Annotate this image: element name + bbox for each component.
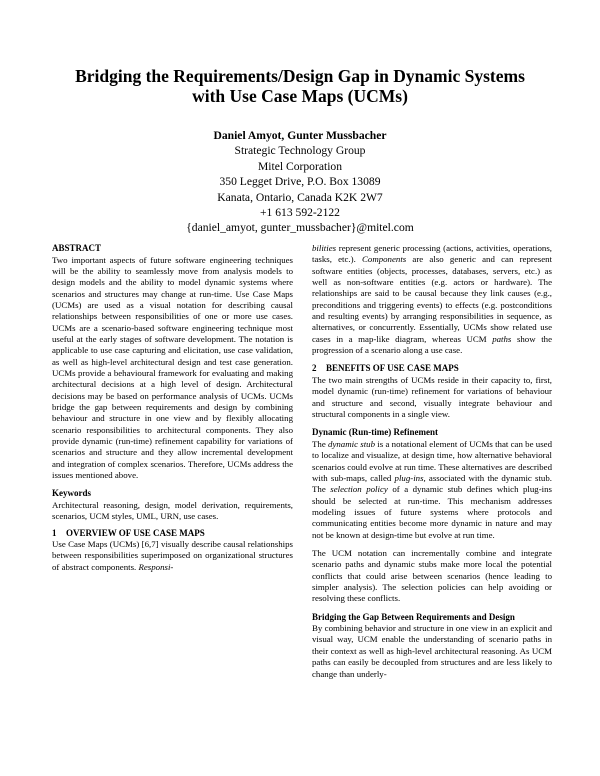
section-2-intro: The two main strengths of UCMs reside in their capacity to, first, model dynamic (run-time) refinement for variations of behaviour and structure and second, visually integrate behaviour and structural components in a single view. [312, 374, 552, 419]
bridging-gap-para: By combining behavior and structure in one view in an explicit and visual way, UCM enable the understanding of scenario paths in their context as well as high-level architectural reasoning. As UCM paths can easily be decoupled from structures and are less likely to change than underly- [312, 623, 552, 679]
abstract-heading: ABSTRACT [52, 243, 102, 253]
author-email: {daniel_amyot, gunter_mussbacher}@mitel.com [186, 221, 414, 235]
term-selection-policy: selection policy [330, 484, 388, 495]
p1-part-d: of a dynamic stub defines which plug-ins should be selected at run-time. This mechanism addresses modeling issues of future systems where protocols and communicating entities become more dynamic in nature and may not be known at design-time but evolve at run time. [312, 484, 552, 540]
section-1-heading [52, 528, 293, 540]
title-line-2: with Use Case Maps (UCMs) [192, 86, 408, 106]
term-dynamic-stub: dynamic stub [328, 438, 376, 449]
title-line-1: Bridging the Requirements/Design Gap in Dynamic Systems [75, 66, 525, 86]
subsection-dynamic-refinement-heading: Dynamic (Run-time) Refinement [312, 427, 438, 438]
abstract-text: Two important aspects of future software engineering techniques will be the ability to seamlessly move from analysis models to design models and the ability to model dynamic systems where scenarios and structures may change at run-time. Use Case Maps (UCMs) are used as a visual notation for describing causal relationships between responsibilities of one or more use cases. UCMs are a scenario-based software engineering technique most useful at the early stages of software development. The notation is applicable to use case capturing and elicitation, use case validation, as well as high-level architectural design and test case generation. UCMs provide a behavioural framework for evaluating and making architectural decisions at a high level of design. Architectural decisions may be based on performance analysis of UCMs. UCMs bridge the gap between requirements and design by combining behaviour and structure in one view and by flexibly allocating scenario responsibilities to architectural components. They also provide dynamic (run-time) refinement capability for variations of scenarios and structure and they allow incremental development and integration of complex scenarios. Therefore, UCMs address the issues mentioned above. [52, 254, 293, 481]
section-1-hyphenated-term: Responsi- [138, 561, 174, 572]
term-components: Components [362, 254, 407, 265]
author-block [100, 128, 500, 236]
section-1-text-right [312, 243, 552, 356]
keywords-text: Architectural reasoning, design, model derivation, requirements, scenarios, UCM styles, UML, URN, use cases. [52, 499, 293, 522]
author-city: Kanata, Ontario, Canada K2K 2W7 [217, 190, 383, 204]
section-1-right-part-a: represent generic processing (actions, activities, operations, tasks, etc.). [312, 243, 552, 265]
author-company: Mitel Corporation [257, 159, 343, 173]
term-plug-ins: plug-ins, [394, 472, 426, 483]
right-column [312, 243, 552, 687]
paper-title [40, 66, 560, 106]
subsection-bridging-gap-heading: Bridging the Gap Between Requirements and Design [312, 611, 515, 622]
section-1-left-body: Use Case Maps (UCMs) [6,7] visually describe causal relationships between responsibilities superimposed on organizational structures of abstract components. [52, 539, 293, 572]
section-2-heading [312, 363, 552, 375]
section-1-right-part-c: show the progression of a scenario along a use case. [312, 333, 552, 356]
section-2-title: BENEFITS OF USE CASE MAPS [326, 363, 459, 374]
section-1-number: 1 [52, 527, 57, 538]
section-1-text-left [52, 539, 293, 573]
section-1-title: OVERVIEW OF USE CASE MAPS [66, 527, 205, 538]
author-phone: +1 613 592-2122 [260, 206, 340, 220]
author-address: 350 Legget Drive, P.O. Box 13089 [219, 175, 381, 189]
term-paths: paths [492, 333, 512, 344]
section-2-number: 2 [312, 363, 317, 374]
p1-part-c: associated with the dynamic stub. The [312, 472, 552, 495]
keywords-heading: Keywords [52, 488, 91, 499]
p1-part-a: The [312, 438, 329, 449]
left-column [52, 243, 293, 580]
dynamic-refinement-para-2: The UCM notation can incrementally combine and integrate scenario paths and dynamic stubs make more local the potential conflicts that could arise between scenarios (hence leading to simpler analysis). The selection policies can help avoiding or resolving these conflicts. [312, 547, 552, 604]
author-group: Strategic Technology Group [234, 144, 366, 158]
author-names: Daniel Amyot, Gunter Mussbacher [213, 129, 387, 142]
section-1-right-part-b: are also generic and can represent software entities (objects, processes, databases, servers, etc.) as well as non-software entities (e.g. actors or hardware). The relationships are said to be causal because they link causes (e.g., preconditions and triggering events) to effects (e.g. postconditions and resulting events) by arranging responsibilities in sequence, as alternatives, or concurrently. Essentially, UCMs show related use cases in a map-like diagram, whereas UCM [312, 254, 552, 344]
term-bilities: bilities [312, 243, 337, 253]
p1-part-b: is a notational element of UCMs that can be used to localize and visualize, at design time, how alternative behavioral scenarios could evolve at run time. These alternatives are described with sub-maps, called [312, 438, 552, 483]
dynamic-refinement-para-1 [312, 439, 552, 541]
